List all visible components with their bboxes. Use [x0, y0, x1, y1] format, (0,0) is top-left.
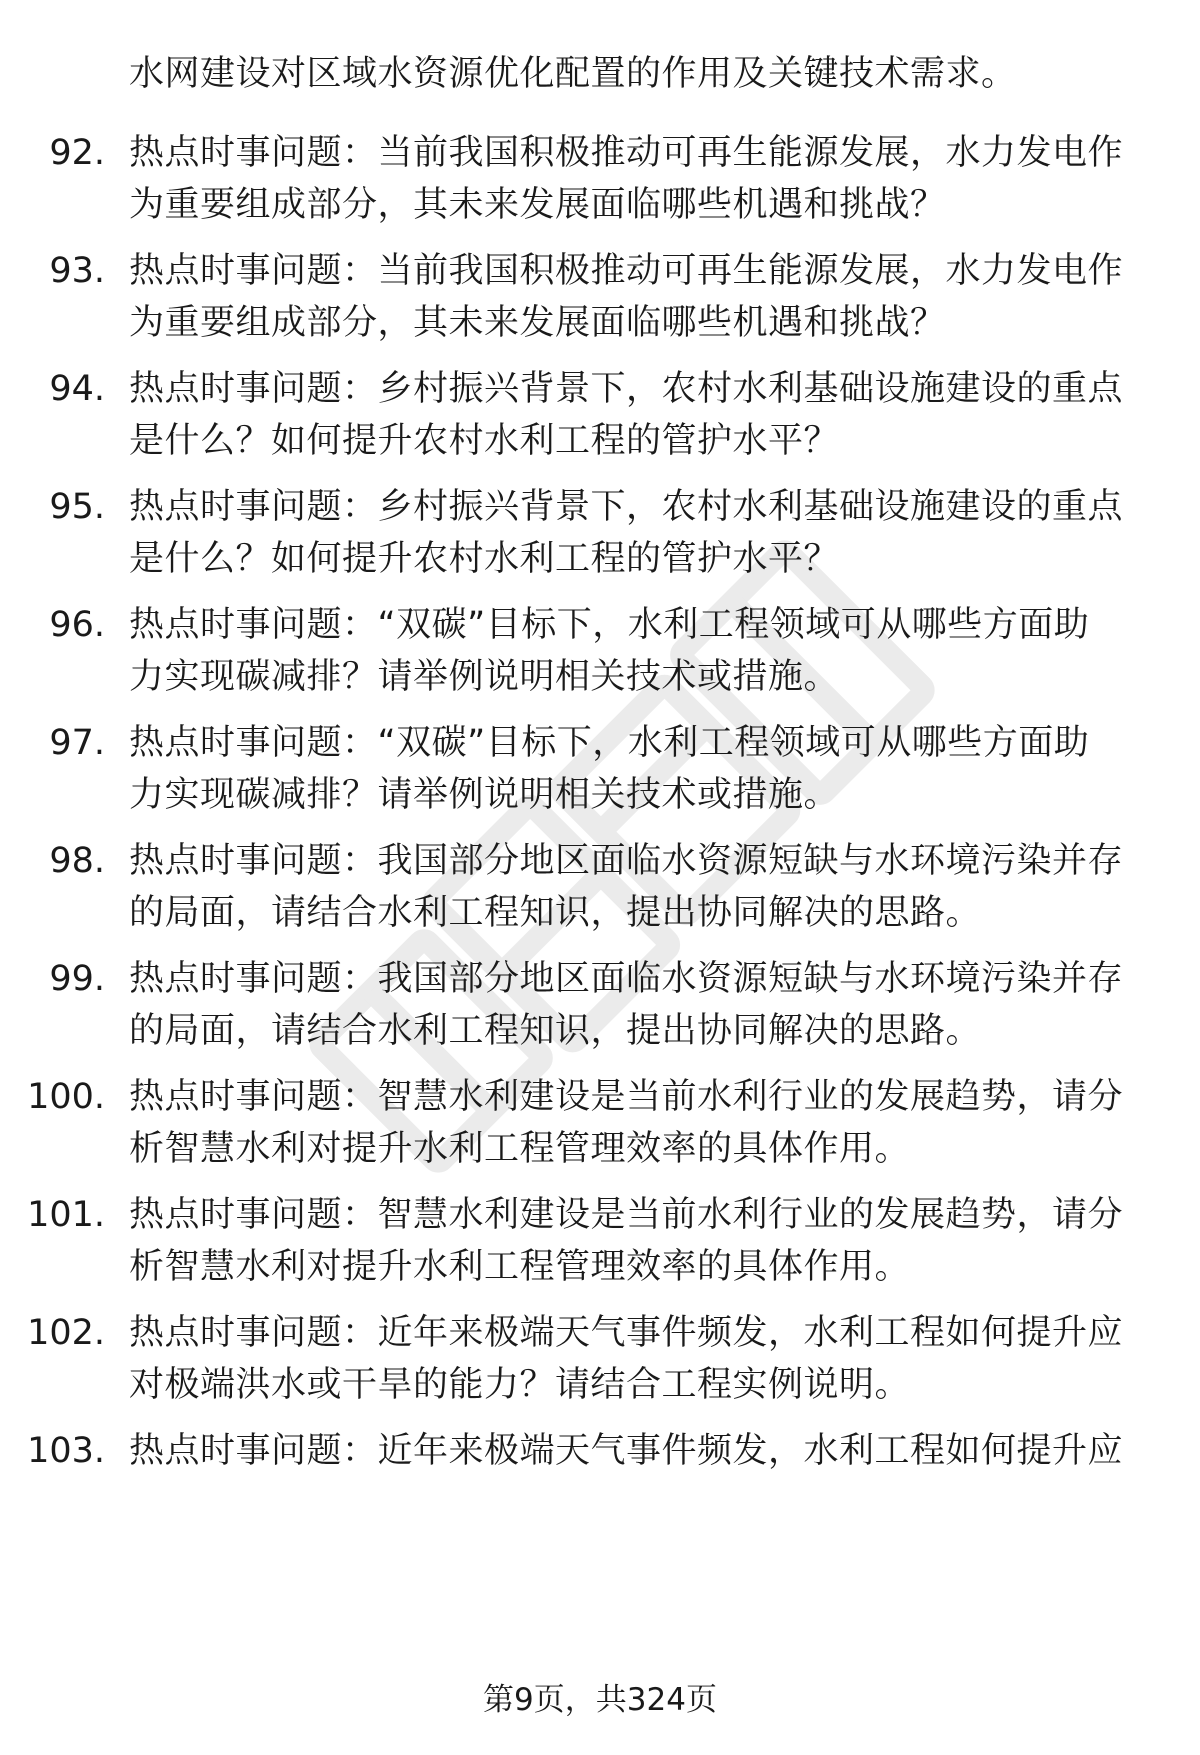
item-number: 99. [49, 959, 105, 999]
item-number: 97. [49, 723, 105, 763]
item-number: 100. [27, 1077, 105, 1117]
item-text-line1: 热点时事问题：乡村振兴背景下，农村水利基础设施建设的重点 [129, 369, 1124, 409]
item-text-line1: 热点时事问题：当前我国积极推动可再生能源发展，水力发电作 [129, 133, 1124, 173]
page-footer: 第9页，共324页 [483, 1682, 717, 1718]
item-text-line1: 热点时事问题：我国部分地区面临水资源短缺与水环境污染并存 [129, 959, 1124, 999]
item-text-line2: 力实现碳减排？请举例说明相关技术或措施。 [129, 775, 840, 815]
item-text-line1: 热点时事问题：乡村振兴背景下，农村水利基础设施建设的重点 [129, 487, 1124, 527]
item-text-line2: 的局面，请结合水利工程知识，提出协同解决的思路。 [129, 893, 982, 933]
item-number: 95. [49, 487, 105, 527]
item-text-line2: 为重要组成部分，其未来发展面临哪些机遇和挑战？ [129, 185, 946, 225]
item-text-line2: 析智慧水利对提升水利工程管理效率的具体作用。 [129, 1247, 911, 1287]
item-number: 101. [27, 1195, 105, 1235]
item-number: 98. [49, 841, 105, 881]
item-text-line1: 热点时事问题：当前我国积极推动可再生能源发展，水力发电作 [129, 251, 1124, 291]
item-text-line1: 热点时事问题：“双碳”目标下，水利工程领域可从哪些方面助 [129, 605, 1090, 645]
item-text-line2: 力实现碳减排？请举例说明相关技术或措施。 [129, 657, 840, 697]
item-number: 93. [49, 251, 105, 291]
item-text-line1: 热点时事问题：近年来极端天气事件频发，水利工程如何提升应 [129, 1313, 1124, 1353]
item-text-line2: 的局面，请结合水利工程知识，提出协同解决的思路。 [129, 1011, 982, 1051]
item-number: 96. [49, 605, 105, 645]
item-number: 103. [27, 1431, 105, 1471]
item-number: 92. [49, 133, 105, 173]
item-number: 102. [27, 1313, 105, 1353]
item-text-line2: 析智慧水利对提升水利工程管理效率的具体作用。 [129, 1129, 911, 1169]
lead-line: 水网建设对区域水资源优化配置的作用及关键技术需求。 [129, 54, 1017, 94]
item-text-line2: 是什么？如何提升农村水利工程的管护水平？ [129, 421, 840, 461]
item-text-line2: 是什么？如何提升农村水利工程的管护水平？ [129, 539, 840, 579]
item-text-line1: 热点时事问题：我国部分地区面临水资源短缺与水环境污染并存 [129, 841, 1124, 881]
item-number: 94. [49, 369, 105, 409]
item-text-line1: 热点时事问题：“双碳”目标下，水利工程领域可从哪些方面助 [129, 723, 1090, 763]
item-text-line1: 热点时事问题：智慧水利建设是当前水利行业的发展趋势，请分 [129, 1077, 1124, 1117]
item-text-line2: 对极端洪水或干旱的能力？请结合工程实例说明。 [129, 1365, 911, 1405]
item-text-line2: 为重要组成部分，其未来发展面临哪些机遇和挑战？ [129, 303, 946, 343]
item-text-line1: 热点时事问题：智慧水利建设是当前水利行业的发展趋势，请分 [129, 1195, 1124, 1235]
item-text-line1: 热点时事问题：近年来极端天气事件频发，水利工程如何提升应 [129, 1431, 1124, 1471]
